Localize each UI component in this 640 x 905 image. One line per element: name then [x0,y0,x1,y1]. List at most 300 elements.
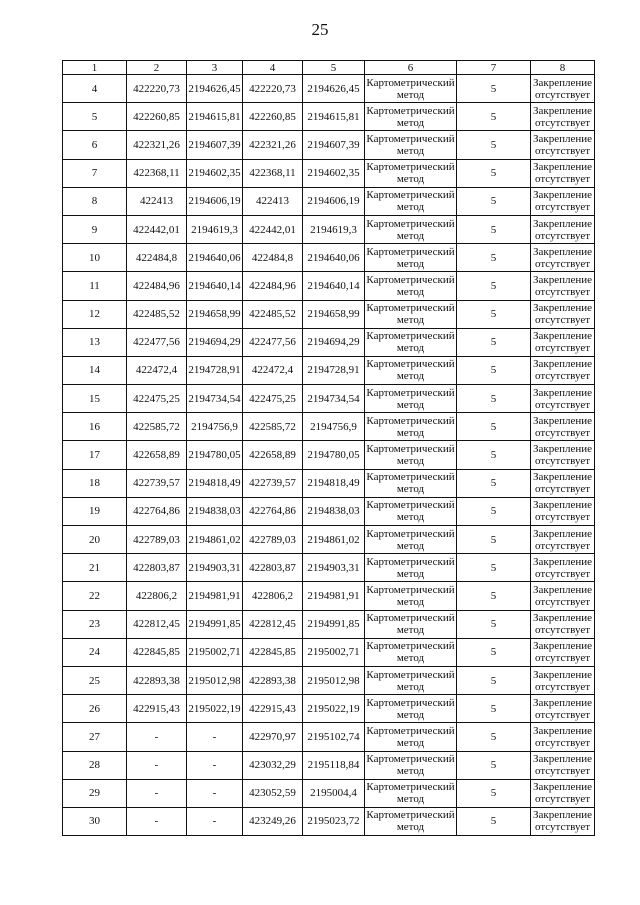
table-row [63,610,595,638]
y-new-cell: 2194619,3 [303,215,365,243]
accuracy-cell: 5 [457,610,531,638]
fixing-note-text: Закрепление [532,76,593,89]
accuracy-cell: 5 [457,526,531,554]
fixing-note-cell [531,807,595,835]
accuracy-cell: 5 [457,75,531,103]
y-old-cell: 2194734,54 [187,385,243,413]
fixing-note-text: отсутствует [534,567,591,580]
table-row [63,441,595,469]
method-text: Картометрический [366,245,455,258]
fixing-note-text: отсутствует [534,708,591,721]
point-number-cell: 17 [63,441,127,469]
x-old-cell: - [127,779,187,807]
x-old-cell: 422442,01 [127,215,187,243]
y-new-cell: 2194981,91 [303,582,365,610]
y-old-cell: 2194756,9 [187,413,243,441]
fixing-note-cell [531,385,595,413]
point-number-cell: 27 [63,723,127,751]
x-old-cell: - [127,723,187,751]
x-new-cell: 422915,43 [243,695,303,723]
x-old-cell: 422484,8 [127,244,187,272]
accuracy-cell: 5 [457,582,531,610]
method-text: Картометрический [366,386,455,399]
y-old-cell: - [187,723,243,751]
method-text: Картометрический [366,781,455,794]
x-new-cell: 422739,57 [243,469,303,497]
method-cell [365,695,457,723]
fixing-note-text: Закрепление [532,104,593,117]
point-number-cell: 15 [63,385,127,413]
y-old-cell: 2194981,91 [187,582,243,610]
table-row [63,356,595,384]
method-cell [365,469,457,497]
y-new-cell: 2194607,39 [303,131,365,159]
method-text: метод [396,342,425,355]
fixing-note-cell [531,300,595,328]
method-text: метод [396,314,425,327]
method-text: Картометрический [366,499,455,512]
fixing-note-text: отсутствует [534,426,591,439]
method-text: Картометрический [366,809,455,822]
fixing-note-text: Закрепление [532,781,593,794]
x-new-cell: 422442,01 [243,215,303,243]
y-old-cell: 2194615,81 [187,103,243,131]
x-new-cell: 422477,56 [243,328,303,356]
x-new-cell: 423032,29 [243,751,303,779]
accuracy-cell: 5 [457,807,531,835]
method-text: метод [396,652,425,665]
x-new-cell: 422220,73 [243,75,303,103]
point-number-cell: 22 [63,582,127,610]
accuracy-cell: 5 [457,751,531,779]
fixing-note-text: отсутствует [534,314,591,327]
method-text: Картометрический [366,612,455,625]
method-text: метод [396,257,425,270]
fixing-note-text: Закрепление [532,555,593,568]
method-text: Картометрический [366,217,455,230]
x-old-cell: 422803,87 [127,554,187,582]
accuracy-cell: 5 [457,469,531,497]
method-text: Картометрический [366,471,455,484]
method-cell [365,723,457,751]
fixing-note-cell [531,103,595,131]
method-text: метод [396,483,425,496]
y-new-cell: 2195004,4 [303,779,365,807]
y-old-cell: 2194640,06 [187,244,243,272]
method-text: метод [396,201,425,214]
page-number: 25 [311,20,329,39]
fixing-note-text: отсутствует [534,765,591,778]
x-new-cell: 422585,72 [243,413,303,441]
fixing-note-text: отсутствует [534,116,591,129]
point-number-cell: 14 [63,356,127,384]
method-text: метод [396,370,425,383]
y-new-cell: 2194626,45 [303,75,365,103]
x-old-cell: 422477,56 [127,328,187,356]
fixing-note-cell [531,582,595,610]
method-text: метод [396,285,425,298]
method-text: Картометрический [366,302,455,315]
method-text: Картометрический [366,555,455,568]
y-old-cell: 2194694,29 [187,328,243,356]
point-number-cell: 8 [63,187,127,215]
method-text: метод [396,426,425,439]
method-cell [365,807,457,835]
header-cell: 7 [457,61,531,75]
table-row [63,413,595,441]
y-old-cell: 2194728,91 [187,356,243,384]
method-text: метод [396,173,425,186]
fixing-note-text: Закрепление [532,443,593,456]
x-old-cell: 422484,96 [127,272,187,300]
point-number-cell: 25 [63,666,127,694]
method-text: Картометрический [366,696,455,709]
fixing-note-text: отсутствует [534,370,591,383]
fixing-note-text: Закрепление [532,527,593,540]
method-text: метод [396,765,425,778]
fixing-note-cell [531,356,595,384]
point-number-cell: 26 [63,695,127,723]
y-old-cell: 2194606,19 [187,187,243,215]
x-new-cell: 423249,26 [243,807,303,835]
fixing-note-cell [531,159,595,187]
method-text: метод [396,511,425,524]
x-old-cell: 422893,38 [127,666,187,694]
fixing-note-text: Закрепление [532,753,593,766]
x-new-cell: 422484,8 [243,244,303,272]
y-new-cell: 2194728,91 [303,356,365,384]
y-new-cell: 2194903,31 [303,554,365,582]
y-old-cell: - [187,807,243,835]
y-old-cell: 2195012,98 [187,666,243,694]
method-text: метод [396,539,425,552]
accuracy-cell: 5 [457,723,531,751]
fixing-note-cell [531,413,595,441]
y-old-cell: 2194818,49 [187,469,243,497]
y-new-cell: 2194861,02 [303,526,365,554]
y-new-cell: 2194602,35 [303,159,365,187]
fixing-note-cell [531,187,595,215]
x-new-cell: 422658,89 [243,441,303,469]
fixing-note-cell [531,497,595,525]
fixing-note-text: Закрепление [532,273,593,286]
fixing-note-cell [531,554,595,582]
fixing-note-text: отсутствует [534,144,591,157]
accuracy-cell: 5 [457,779,531,807]
method-text: метод [396,793,425,806]
point-number-cell: 10 [63,244,127,272]
y-old-cell: - [187,751,243,779]
fixing-note-text: отсутствует [534,483,591,496]
x-new-cell: 422472,4 [243,356,303,384]
y-new-cell: 2195023,72 [303,807,365,835]
table-row [63,807,595,835]
x-old-cell: 422220,73 [127,75,187,103]
fixing-note-text: Закрепление [532,330,593,343]
method-text: Картометрический [366,724,455,737]
y-old-cell: 2194607,39 [187,131,243,159]
accuracy-cell: 5 [457,103,531,131]
method-cell [365,103,457,131]
fixing-note-cell [531,131,595,159]
y-old-cell: 2194602,35 [187,159,243,187]
point-number-cell: 6 [63,131,127,159]
table-row [63,187,595,215]
fixing-note-text: отсутствует [534,680,591,693]
fixing-note-text: Закрепление [532,217,593,230]
y-new-cell: 2195118,84 [303,751,365,779]
y-new-cell: 2194991,85 [303,610,365,638]
accuracy-cell: 5 [457,695,531,723]
fixing-note-text: отсутствует [534,173,591,186]
header-row [63,61,595,75]
method-cell [365,272,457,300]
x-old-cell: 422812,45 [127,610,187,638]
y-new-cell: 2194734,54 [303,385,365,413]
x-old-cell: 422658,89 [127,441,187,469]
x-new-cell: 422803,87 [243,554,303,582]
y-old-cell: 2194626,45 [187,75,243,103]
x-new-cell: 422260,85 [243,103,303,131]
method-text: метод [396,144,425,157]
method-text: Картометрический [366,583,455,596]
table-row [63,695,595,723]
method-text: метод [396,821,425,834]
table-body [63,75,595,836]
method-text: метод [396,680,425,693]
table-row [63,244,595,272]
x-new-cell: 422806,2 [243,582,303,610]
y-new-cell: 2194640,06 [303,244,365,272]
y-new-cell: 2194615,81 [303,103,365,131]
x-old-cell: 422789,03 [127,526,187,554]
fixing-note-text: отсутствует [534,455,591,468]
method-text: Картометрический [366,443,455,456]
table-row [63,638,595,666]
y-old-cell: 2194991,85 [187,610,243,638]
y-new-cell: 2194780,05 [303,441,365,469]
fixing-note-text: отсутствует [534,624,591,637]
point-number-cell: 30 [63,807,127,835]
fixing-note-text: Закрепление [532,358,593,371]
x-old-cell: 422585,72 [127,413,187,441]
y-old-cell: 2194861,02 [187,526,243,554]
method-text: метод [396,567,425,580]
point-number-cell: 28 [63,751,127,779]
fixing-note-text: Закрепление [532,302,593,315]
x-new-cell: 422368,11 [243,159,303,187]
fixing-note-cell [531,638,595,666]
x-new-cell: 422485,52 [243,300,303,328]
x-new-cell: 423052,59 [243,779,303,807]
x-old-cell: 422915,43 [127,695,187,723]
table-row [63,751,595,779]
accuracy-cell: 5 [457,215,531,243]
fixing-note-cell [531,695,595,723]
method-cell [365,497,457,525]
method-cell [365,385,457,413]
x-new-cell: 422970,97 [243,723,303,751]
y-old-cell: 2194903,31 [187,554,243,582]
y-new-cell: 2195102,74 [303,723,365,751]
method-text: метод [396,116,425,129]
x-old-cell: 422806,2 [127,582,187,610]
fixing-note-cell [531,244,595,272]
method-cell [365,666,457,694]
table-row [63,103,595,131]
y-new-cell: 2194606,19 [303,187,365,215]
method-cell [365,554,457,582]
point-number-cell: 12 [63,300,127,328]
table-row [63,723,595,751]
point-number-cell: 29 [63,779,127,807]
coordinates-table [62,60,595,836]
method-cell [365,75,457,103]
method-text: Картометрический [366,189,455,202]
y-old-cell: 2195002,71 [187,638,243,666]
fixing-note-text: Закрепление [532,161,593,174]
method-text: метод [396,595,425,608]
fixing-note-text: Закрепление [532,640,593,653]
x-old-cell: - [127,751,187,779]
x-old-cell: - [127,807,187,835]
point-number-cell: 18 [63,469,127,497]
y-new-cell: 2194694,29 [303,328,365,356]
accuracy-cell: 5 [457,272,531,300]
point-number-cell: 7 [63,159,127,187]
y-new-cell: 2194756,9 [303,413,365,441]
method-cell [365,751,457,779]
point-number-cell: 9 [63,215,127,243]
fixing-note-text: Закрепление [532,612,593,625]
x-new-cell: 422321,26 [243,131,303,159]
y-old-cell: 2194838,03 [187,497,243,525]
fixing-note-text: Закрепление [532,809,593,822]
x-new-cell: 422413 [243,187,303,215]
fixing-note-text: Закрепление [532,696,593,709]
fixing-note-text: отсутствует [534,821,591,834]
y-new-cell: 2195022,19 [303,695,365,723]
fixing-note-cell [531,526,595,554]
point-number-cell: 23 [63,610,127,638]
fixing-note-cell [531,666,595,694]
fixing-note-text: отсутствует [534,793,591,806]
accuracy-cell: 5 [457,328,531,356]
point-number-cell: 19 [63,497,127,525]
fixing-note-text: Закрепление [532,245,593,258]
accuracy-cell: 5 [457,666,531,694]
method-text: Картометрический [366,527,455,540]
method-text: Картометрический [366,76,455,89]
header-cell: 3 [187,61,243,75]
table-row [63,666,595,694]
y-old-cell: - [187,779,243,807]
y-old-cell: 2194780,05 [187,441,243,469]
x-old-cell: 422368,11 [127,159,187,187]
y-new-cell: 2195002,71 [303,638,365,666]
fixing-note-cell [531,215,595,243]
method-text: метод [396,736,425,749]
fixing-note-text: Закрепление [532,724,593,737]
method-text: Картометрический [366,161,455,174]
x-old-cell: 422472,4 [127,356,187,384]
point-number-cell: 13 [63,328,127,356]
x-old-cell: 422321,26 [127,131,187,159]
fixing-note-text: отсутствует [534,652,591,665]
accuracy-cell: 5 [457,131,531,159]
table-row [63,215,595,243]
method-text: Картометрический [366,753,455,766]
method-cell [365,582,457,610]
fixing-note-text: Закрепление [532,499,593,512]
method-text: метод [396,398,425,411]
fixing-note-text: отсутствует [534,736,591,749]
method-text: метод [396,229,425,242]
x-old-cell: 422739,57 [127,469,187,497]
accuracy-cell: 5 [457,159,531,187]
x-new-cell: 422789,03 [243,526,303,554]
method-text: метод [396,708,425,721]
table-row [63,75,595,103]
x-new-cell: 422484,96 [243,272,303,300]
y-old-cell: 2195022,19 [187,695,243,723]
table-row [63,300,595,328]
method-cell [365,638,457,666]
header-cell: 8 [531,61,595,75]
fixing-note-text: отсутствует [534,88,591,101]
method-cell [365,526,457,554]
x-new-cell: 422812,45 [243,610,303,638]
point-number-cell: 11 [63,272,127,300]
y-new-cell: 2194838,03 [303,497,365,525]
fixing-note-text: Закрепление [532,668,593,681]
method-text: Картометрический [366,104,455,117]
y-new-cell: 2194818,49 [303,469,365,497]
point-number-cell: 20 [63,526,127,554]
method-text: метод [396,88,425,101]
fixing-note-cell [531,751,595,779]
header-cell: 1 [63,61,127,75]
header-cell: 2 [127,61,187,75]
table-row [63,159,595,187]
accuracy-cell: 5 [457,356,531,384]
fixing-note-text: отсутствует [534,257,591,270]
table-row [63,469,595,497]
method-cell [365,159,457,187]
x-old-cell: 422845,85 [127,638,187,666]
accuracy-cell: 5 [457,385,531,413]
fixing-note-cell [531,610,595,638]
header-cell: 5 [303,61,365,75]
fixing-note-text: отсутствует [534,595,591,608]
method-cell [365,356,457,384]
method-cell [365,441,457,469]
y-new-cell: 2194658,99 [303,300,365,328]
point-number-cell: 5 [63,103,127,131]
point-number-cell: 16 [63,413,127,441]
fixing-note-cell [531,469,595,497]
method-text: Картометрический [366,358,455,371]
fixing-note-cell [531,723,595,751]
method-cell [365,413,457,441]
method-text: Картометрический [366,414,455,427]
fixing-note-text: Закрепление [532,132,593,145]
table-row [63,497,595,525]
method-cell [365,131,457,159]
method-text: Картометрический [366,640,455,653]
x-old-cell: 422413 [127,187,187,215]
table-row [63,328,595,356]
